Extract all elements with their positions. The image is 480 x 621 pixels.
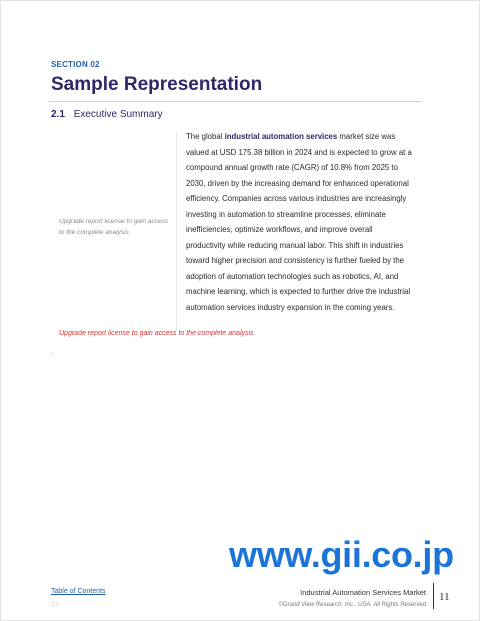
- upgrade-license-link[interactable]: Upgrade report license to gain access to the complete analysis: [59, 330, 254, 337]
- footer-faint-text: 2.1: [51, 602, 60, 608]
- footer-copyright: ©Grand View Research, Inc., USA. All Rights Reserved: [278, 602, 426, 608]
- footer-report-name: Industrial Automation Services Market: [300, 588, 426, 597]
- highlighted-term: industrial automation services: [224, 132, 338, 141]
- locked-figure-panel: [51, 131, 177, 331]
- table-of-contents-link[interactable]: Table of Contents: [51, 588, 106, 595]
- license-placeholder-text: Upgrade report license to gain access to the complete analysis: [59, 218, 169, 236]
- subsection-heading: [51, 109, 163, 120]
- watermark-logo-text: www.gii.co.jp: [229, 534, 454, 575]
- page-title: Sample Representation: [51, 74, 263, 95]
- title-divider: [49, 101, 422, 102]
- section-label: SECTION 02: [51, 60, 100, 69]
- body-text-rest: market size was valued at USD 175.38 billion in 2024 and is expected to grow at a compound annual growth rate (CAGR) of 10.8% from 2025 to 2030, driven by the increasing demand for enhanced operational efficiency. Companies across various industries are increasingly investing in automation to streamline processes, eliminate inefficiencies, optimize workflows, and improve overall productivity while reducing manual labor. This shift in industries toward higher precision and consistency is further fueled by the adoption of automation technologies such as robotics, AI, and machine learning, which is expected to further drive the industrial automation services industry expansion in the coming years.: [186, 132, 412, 312]
- subsection-title: Executive Summary: [73, 109, 163, 120]
- page-number: 11: [439, 591, 450, 603]
- subsection-number: 2.1: [51, 109, 65, 120]
- bullet-dot: .: [50, 347, 53, 356]
- executive-summary-paragraph: [186, 129, 413, 315]
- footer-divider: [433, 583, 434, 609]
- body-text-start: The global: [186, 132, 225, 141]
